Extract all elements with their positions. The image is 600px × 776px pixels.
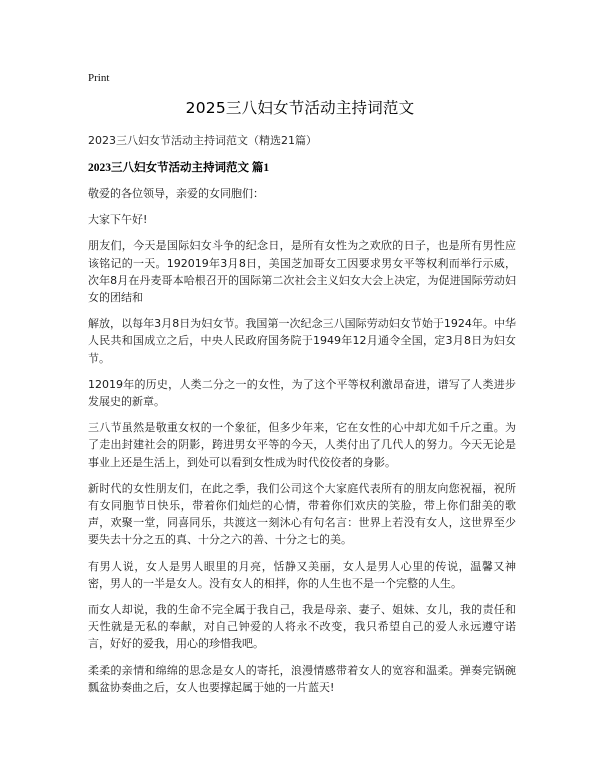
print-link[interactable]: Print <box>88 72 110 84</box>
paragraph: 朋友们，今天是国际妇女斗争的纪念日，是所有女性为之欢欣的日子，也是所有男性应该铭记的一天。192019年3月8日，美国芝加哥女工因要求男女平等权利而举行示威，次年8月在丹麦哥本哈根召开的国际第二次社会主义妇女大会上决定，为促进国际劳动妇女的团结和 <box>88 239 516 305</box>
document-body <box>88 185 516 705</box>
paragraph: 柔柔的亲情和绵绵的思念是女人的寄托，浪漫情感带着女人的宽容和温柔。弹奏完锅碗瓢盆协奏曲之后，女人也要撑起属于她的一片蓝天! <box>88 663 516 694</box>
paragraph-greeting: 大家下午好! <box>88 213 148 227</box>
document-subtitle: 2023三八妇女节活动主持词范文（精选21篇） <box>88 134 317 147</box>
paragraph: 新时代的女性朋友们，在此之季，我们公司这个大家庭代表所有的朋友向您祝福，祝所有女同胞节日快乐，带着你们灿烂的心情，带着你们欢庆的笑脸，带上你们甜美的歌声，欢聚一堂，同喜同乐，共渡这一刻沐心有句名言：世界上若没有女人，这世界至少要失去十分之五的真、十分之六的善、十分之七的美。 <box>88 481 516 547</box>
paragraph: 而女人却说，我的生命不完全属于我自己，我是母亲、妻子、姐妹、女儿，我的责任和天性就是无私的奉献，对自己钟爱的人将永不改变，我只希望自己的爱人永远遵守诺言，好好的爱我，用心的珍惜我吧。 <box>88 603 516 651</box>
page-title: 2025三八妇女节活动主持词范文 <box>185 99 415 117</box>
paragraph: 三八节虽然是敬重女权的一个象征，但多少年来，它在女性的心中却尤如千斤之重。为了走出封建社会的阴影，跨进男女平等的今天，人类付出了几代人的努力。今天无论是事业上还是生活上，到处可以看到女性成为时代佼佼者的身影。 <box>88 421 516 469</box>
paragraph-salutation: 敬爱的各位领导，亲爱的女同胞们： <box>88 187 264 200</box>
paragraph: 有男人说，女人是男人眼里的月亮，恬静又美丽，女人是男人心里的传说，温馨又神密，男人的一半是女人。没有女人的相拌，你的人生也不是一个完整的人生。 <box>88 559 516 590</box>
section-heading: 2023三八妇女节活动主持词范文 篇1 <box>88 162 270 174</box>
paragraph: 12019年的历史，人类二分之一的女性，为了这个平等权利激昂奋进，谱写了人类进步发展史的新章。 <box>88 377 516 409</box>
paragraph: 解放，以每年3月8日为妇女节。我国第一次纪念三八国际劳动妇女节始于1924年。中华人民共和国成立之后，中央人民政府国务院于1949年12月通令全国，定3月8日为妇女节。 <box>88 317 516 365</box>
